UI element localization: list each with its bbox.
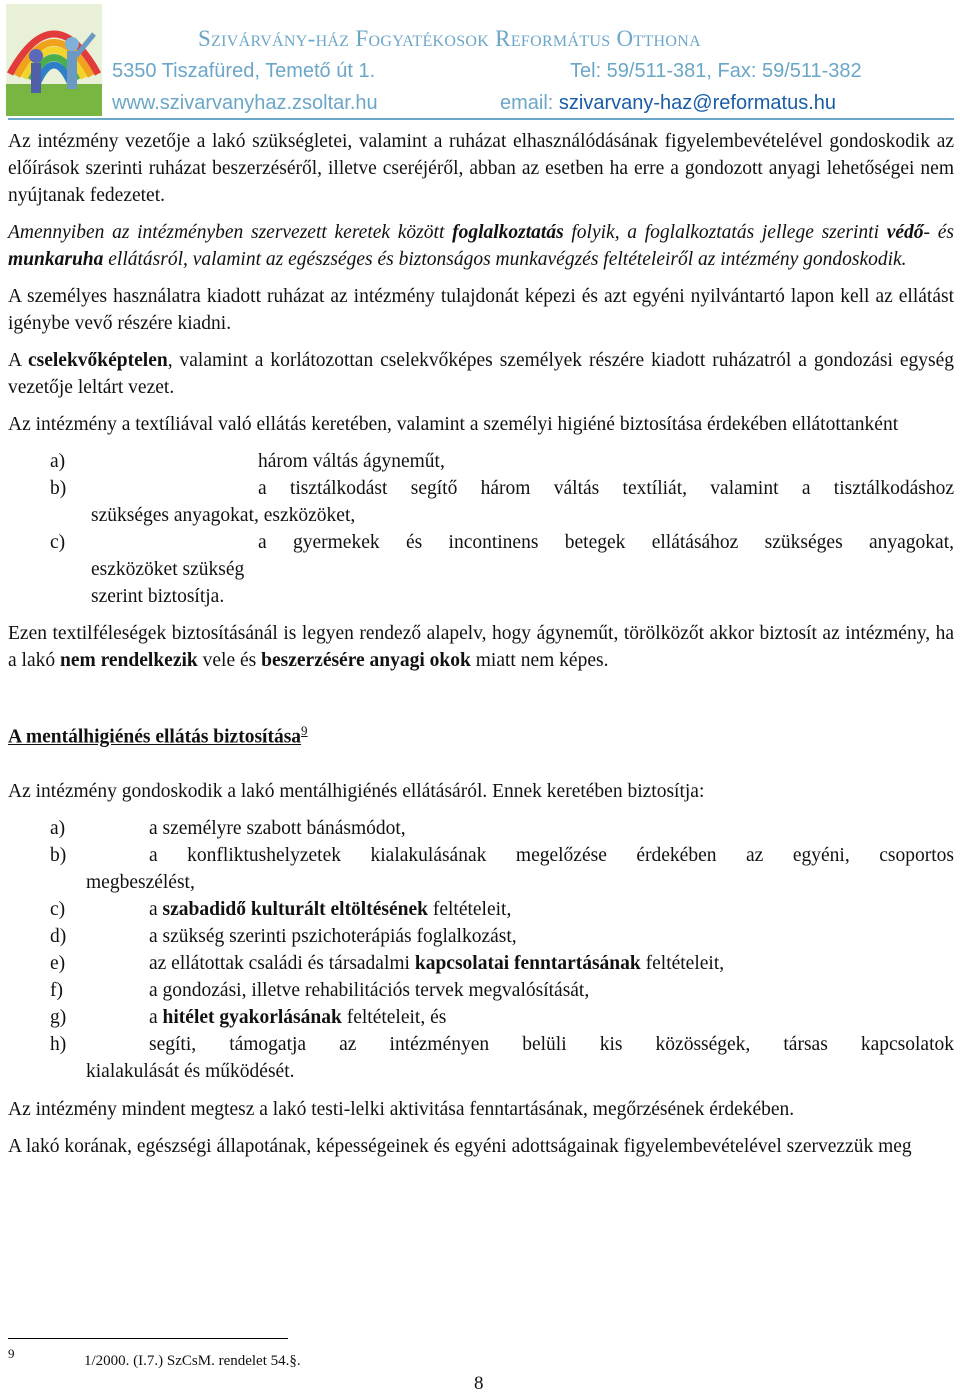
document-body	[8, 128, 954, 1160]
list-item: a) három váltás ágyneműt,	[50, 451, 445, 472]
rainbow-figures-logo-icon	[6, 4, 102, 116]
org-phone: Tel: 59/511-381, Fax: 59/511-382	[570, 60, 862, 82]
section-heading: A mentálhigiénés ellátás biztosítása$^9$	[8, 723, 308, 748]
paragraph-organize: A lakó korának, egészségi állapotának, képességeinek és egyéni adottságainak figyelembevételével szervezzük meg	[8, 1135, 912, 1157]
paragraph-textile-principle: Ezen textilféleségek biztosításánál is legyen rendező alapelv, hogy ágyneműt, törölközőt akkor biztosít az intézmény, ha a lakó nem rendelkezik vele és beszerzésére anyagi okok miatt nem képes.	[8, 623, 954, 671]
paragraph-inventory: A cselekvőképtelen, valamint a korlátozottan cselekvőképes személyek részére kiadott ruházatról a gondozási egység vezetője leltárt vezet.	[8, 350, 954, 398]
paragraph-clothing-provision: Az intézmény vezetője a lakó szükségletei, valamint a ruházat elhasználódásának figyelembevételével gondoskodik az előírások szerinti ruházat beszerzéséről, illetve cseréjéről, abban az esetben ha erre a gondozott anyagi lehetőségei nem nyújtanak fedezetet.	[8, 131, 954, 206]
footnote-ref: 9	[301, 723, 308, 738]
list-item: a) a személyre szabott bánásmódot,	[50, 817, 406, 839]
mental-hygiene-list	[8, 815, 954, 1085]
footnote-text: 1/2000. (I.7.) SzCsM. rendelet 54.§.	[84, 1353, 301, 1369]
list-item: c) a gyermekek és incontinens betegek ellátásához szükséges anyagokat, eszközöket szükség szerint biztosítja.	[50, 532, 954, 607]
list-item: b) a tisztálkodást segítő három váltás textíliát, valamint a tisztálkodáshoz szükséges anyagokat, eszközöket,	[50, 478, 954, 526]
org-email-line	[500, 92, 836, 115]
org-email-link[interactable]: szivarvany-haz@reformatus.hu	[558, 92, 836, 114]
org-address: 5350 Tiszafüred, Temető út 1.	[112, 60, 376, 82]
list-item: f) a gondozási, illetve rehabilitációs tervek megvalósítását,	[50, 979, 590, 1001]
list-item: h) segíti, támogatja az intézményen belüli kis közösségek, társas kapcsolatok kialakulását és működését.	[50, 1033, 954, 1082]
list-item: d) a szükség szerinti pszichoterápiás foglalkozást,	[50, 925, 517, 947]
paragraph-textile-provision: Az intézmény a textíliával való ellátás keretében, valamint a személyi higiéné biztosítása érdekében ellátottanként	[8, 414, 899, 435]
email-label: email:	[500, 92, 554, 114]
list-item: c) a szabadidő kulturált eltöltésének feltételeit,	[50, 898, 512, 920]
org-name: Szivárvány-ház Fogyatékosok Református Otthona	[198, 26, 701, 51]
footnote-divider	[8, 1338, 288, 1339]
header-divider	[8, 118, 954, 120]
paragraph-mental-hygiene: Az intézmény gondoskodik a lakó mentálhigiénés ellátásáról. Ennek keretében biztosítja:	[8, 780, 705, 802]
list-item: e) az ellátottak családi és társadalmi kapcsolatai fenntartásának feltételeit,	[50, 952, 725, 974]
letterhead	[0, 0, 960, 118]
list-item: g) a hitélet gyakorlásának feltételeit, és	[50, 1006, 447, 1028]
textile-list	[8, 448, 954, 610]
footnote-number: 9	[8, 1346, 15, 1361]
paragraph-work-clothing: Amennyiben az intézményben szervezett keretek között foglalkoztatás folyik, a foglalkoztatás jellege szerinti védő- és munkaruha ellátásról, valamint az egészséges és biztonságos munkavégzés feltételeiről az intézmény gondoskodik.	[8, 222, 954, 270]
list-item: b) a konfliktushelyzetek kialakulásának megelőzése érdekében az egyéni, csoportos megbeszélést,	[50, 844, 954, 893]
paragraph-personal-clothing: A személyes használatra kiadott ruházat az intézmény tulajdonát képezi és azt egyéni nyilvántartó lapon kell az ellátást igénybe vevő részére kiadni.	[8, 286, 954, 334]
paragraph-activity: Az intézmény mindent megtesz a lakó testi-lelki aktivitása fenntartásának, megőrzésének érdekében.	[8, 1098, 795, 1120]
page-number: 8	[474, 1373, 484, 1394]
org-website-link[interactable]: www.szivarvanyhaz.zsoltar.hu	[112, 92, 378, 114]
